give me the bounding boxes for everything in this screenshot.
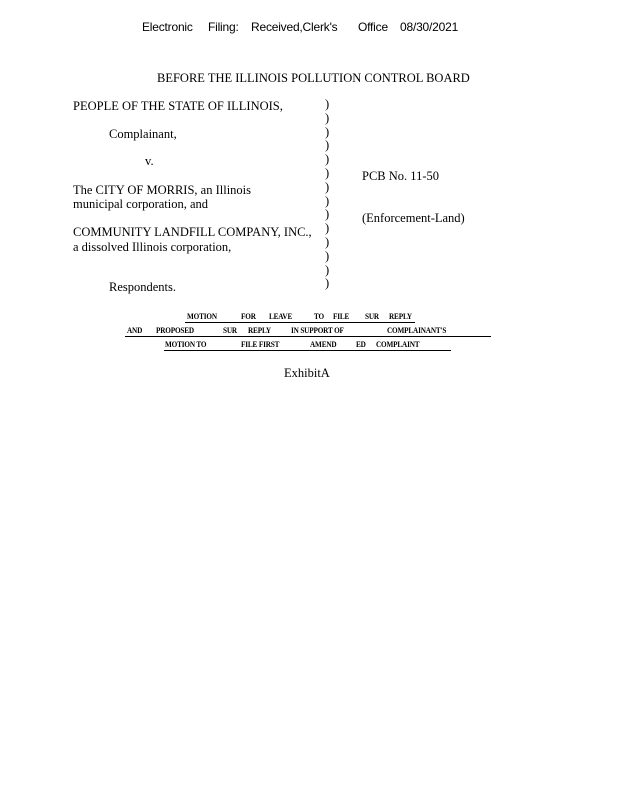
paren: )	[325, 207, 330, 222]
motion-word: FILE FIRST	[241, 339, 280, 349]
motion-word: MOTION TO	[165, 339, 207, 349]
motion-word: COMPLAINT	[376, 339, 420, 349]
motion-word: REPLY	[389, 311, 412, 321]
versus-label: v.	[145, 154, 154, 168]
party-respondents-label: Respondents.	[109, 280, 177, 294]
motion-underline-3	[164, 350, 451, 351]
caption-parens	[325, 98, 329, 291]
stamp-date: 08/30/2021	[400, 20, 459, 34]
paren: )	[325, 179, 330, 194]
motion-word: FOR	[241, 311, 256, 321]
case-number: PCB No. 11-50	[362, 169, 439, 183]
motion-word: LEAVE	[269, 311, 293, 321]
party-city-line1: The CITY OF MORRIS, an Illinois	[73, 183, 252, 197]
party-community-line2: a dissolved Illinois corporation,	[73, 240, 232, 254]
case-type: (Enforcement-Land)	[362, 211, 465, 225]
motion-word: FILE	[333, 311, 350, 321]
paren: )	[325, 248, 330, 263]
motion-word: AMEND	[310, 339, 337, 349]
motion-word: MOTION	[187, 311, 217, 321]
board-title: BEFORE THE ILLINOIS POLLUTION CONTROL BOARD	[157, 71, 470, 85]
paren: )	[325, 110, 330, 125]
paren: )	[325, 97, 330, 111]
motion-word: IN SUPPORT OF	[291, 325, 344, 335]
stamp-filing: Filing:	[208, 20, 239, 34]
motion-word: SUR	[365, 311, 379, 321]
paren: )	[325, 262, 330, 277]
motion-word: COMPLAINANT'S	[387, 325, 447, 335]
stamp-electronic: Electronic	[142, 20, 193, 34]
motion-word: PROPOSED	[156, 325, 194, 335]
motion-underline-1	[185, 322, 415, 323]
motion-word: AND	[127, 325, 143, 335]
paren: )	[325, 193, 330, 208]
paren: )	[325, 138, 330, 153]
party-people: PEOPLE OF THE STATE OF ILLINOIS,	[73, 99, 283, 113]
motion-underline-2	[125, 336, 491, 337]
motion-word: SUR	[223, 325, 237, 335]
paren: )	[325, 276, 330, 291]
motion-word: REPLY	[248, 325, 271, 335]
party-community-line1: COMMUNITY LANDFILL COMPANY, INC.,	[73, 225, 312, 239]
stamp-received: Received,Clerk's	[251, 20, 338, 34]
paren: )	[325, 152, 330, 167]
paren: )	[325, 234, 330, 249]
motion-word: TO	[314, 311, 324, 321]
party-city-line2: municipal corporation, and	[73, 197, 209, 211]
exhibit-label: ExhibitA	[284, 366, 330, 380]
paren: )	[325, 124, 330, 139]
party-complainant-label: Complainant,	[109, 127, 177, 141]
paren: )	[325, 165, 330, 180]
paren: )	[325, 221, 330, 236]
stamp-office: Office	[358, 20, 388, 34]
motion-word: ED	[356, 339, 366, 349]
